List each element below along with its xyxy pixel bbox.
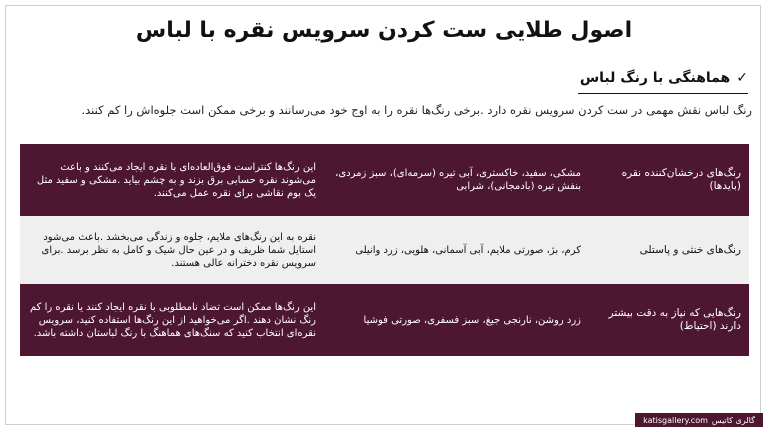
colors-cell: زرد روشن، نارنجی جیغ، سبز فسفری، صورتی فوشیا [363, 314, 581, 326]
description-cell: این رنگ‌ها ممکن است تضاد نامطلوبی با نقره ایجاد کنند یا نقره را کم رنگ نشان دهند .اگر می‌خواهید از این رنگ‌ها استفاده کنید، سرویس نقره‌ای انتخاب کنید که سنگ‌های هماهنگ با رنگ لباستان داشته باشد. [29, 301, 316, 339]
section-heading [580, 70, 748, 86]
page-title: اصول طلایی ست کردن سرویس نقره با لباس [135, 18, 633, 43]
footer-brand: گالری کاتیس [711, 415, 755, 425]
description-cell: این رنگ‌ها کنتراست فوق‌العاده‌ای با نقره ایجاد می‌کنند و باعث می‌شوند نقره حسابی برق بزند و به چشم بیاید .مشکی و سفید مثل یک بوم نقاشی برای نقره عمل می‌کنند. [36, 161, 316, 199]
description-cell: نقره به این رنگ‌های ملایم، جلوه و زندگی می‌بخشد .باعث می‌شود استایل شما ظریف و در عین حال شیک و کامل به نظر برسد .برای سرویس نقره دخترانه عالی هستند. [41, 231, 316, 269]
intro-paragraph: رنگ لباس نقش مهمی در ست کردن سرویس نقره دارد .برخی رنگ‌ها نقره را به اوج خود می‌رسانند و برخی ممکن است جلوه‌اش را کم کنند. [81, 103, 752, 117]
section-heading-text: هماهنگی با رنگ لباس [579, 70, 731, 86]
section-underline [578, 93, 748, 94]
colors-cell: کرم، بژ، صورتی ملایم، آبی آسمانی، هلویی، زرد وانیلی [355, 244, 581, 256]
table-row [20, 284, 749, 356]
category-cell: رنگ‌های درخشان‌کننده نقره (بایدها) [621, 167, 741, 192]
checkmark-icon: ✓ [736, 70, 748, 86]
table-row [20, 216, 749, 284]
color-table [20, 144, 749, 356]
footer-badge [635, 413, 763, 427]
category-cell: رنگ‌هایی که نیاز به دقت بیشتر دارند (احتیاط) [608, 307, 741, 332]
footer-site: katisgallery.com [643, 415, 708, 425]
table-row [20, 144, 749, 216]
category-cell: رنگ‌های خنثی و پاستلی [639, 243, 741, 256]
colors-cell: مشکی، سفید، خاکستری، آبی تیره (سرمه‌ای)، سبز زمردی، بنفش تیره (بادمجانی)، شرابی [335, 168, 581, 192]
